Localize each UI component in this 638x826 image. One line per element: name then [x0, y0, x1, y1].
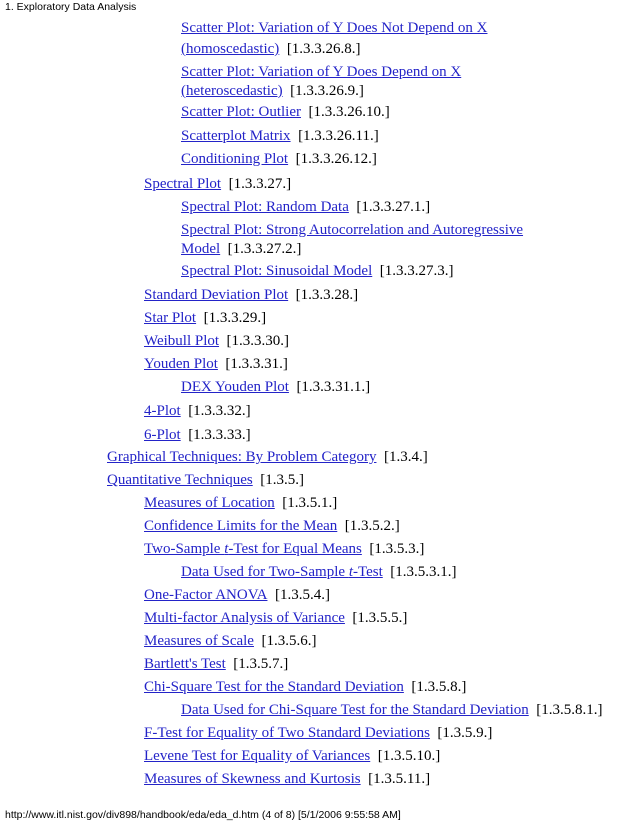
toc-entry-section-ref: [1.3.3.29.]: [196, 310, 267, 326]
toc-entry-link[interactable]: [144, 679, 404, 695]
toc-entry-link[interactable]: [107, 449, 376, 465]
toc-entry-link[interactable]: [144, 403, 181, 419]
toc-entry-link[interactable]: [144, 656, 226, 672]
toc-entry-section-ref: [1.3.5.9.]: [429, 725, 493, 741]
toc-entry-link[interactable]: [181, 104, 301, 120]
toc-entry-link-text: -Test: [352, 564, 383, 580]
toc-entry-link-text: t: [348, 564, 353, 580]
toc-entry-link-text: Quantitative Techniques: [107, 472, 253, 488]
toc-entry-link-text: t: [224, 541, 229, 557]
toc-entry-section-ref: [1.3.3.31.1.]: [288, 379, 371, 395]
toc-entry-link[interactable]: [181, 222, 523, 238]
toc-entry-link-text: Data Used for Chi-Square Test for the Standard Deviation: [181, 702, 529, 718]
toc-entry-link[interactable]: [181, 151, 288, 167]
toc-entry-section-ref: [1.3.5.6.]: [253, 633, 317, 649]
toc-entry-section-ref: [1.3.3.28.]: [288, 287, 359, 303]
toc-entry-section-ref: [1.3.3.33.]: [180, 427, 251, 443]
toc-entry-section-ref: [1.3.5.10.]: [370, 748, 441, 764]
toc-entry-link-text: Measures of Skewness and Kurtosis: [144, 771, 361, 787]
toc-entry-link-text: Conditioning Plot: [181, 151, 289, 167]
toc-entry-link[interactable]: [144, 610, 345, 626]
toc-entry-section-ref: [1.3.5.8.1.]: [528, 702, 603, 718]
toc-entry-section-ref: [1.3.3.26.10.]: [300, 104, 390, 120]
toc-entry-link[interactable]: [144, 633, 254, 649]
toc-entry-link[interactable]: [181, 564, 383, 580]
toc-entry-link[interactable]: [181, 64, 461, 80]
toc-entry-link[interactable]: [144, 310, 196, 326]
toc-entry-link-text: Two-Sample: [144, 541, 225, 557]
toc-entry-link[interactable]: [181, 83, 283, 99]
toc-entry-section-ref: [1.3.5.1.]: [274, 495, 338, 511]
toc-entry-link[interactable]: [181, 199, 349, 215]
toc-entry-section-ref: [1.3.3.26.8.]: [279, 41, 361, 57]
toc-entry-section-ref: [1.3.3.26.11.]: [290, 128, 379, 144]
toc-entry-link[interactable]: [181, 241, 220, 257]
toc-entry-link-text: F-Test for Equality of Two Standard Deviations: [144, 725, 430, 741]
toc-entry-link-text: Star Plot: [144, 310, 197, 326]
toc-entry-link[interactable]: [181, 263, 372, 279]
toc-entry-link[interactable]: [144, 176, 221, 192]
toc-entry-link[interactable]: [181, 128, 291, 144]
toc-entry-link-text: Scatter Plot: Variation of Y Does Depend on X: [181, 64, 462, 80]
toc-entry-section-ref: [1.3.5.3.1.]: [382, 564, 457, 580]
toc-entry-link-text: Standard Deviation Plot: [144, 287, 289, 303]
toc-entry-link-text: -Test for Equal Means: [228, 541, 362, 557]
toc-entry-link-text: Spectral Plot: Strong Autocorrelation and Autoregressive: [181, 222, 524, 238]
toc-entry-link-text: Scatter Plot: Outlier: [181, 104, 301, 120]
toc-entry-link-text: Data Used for Two-Sample: [181, 564, 349, 580]
toc-entry-link-text: One-Factor ANOVA: [144, 587, 268, 603]
toc-entry-link-text: Model: [181, 241, 221, 257]
toc-entry-link-text: Scatter Plot: Variation of Y Does Not Depend on X: [181, 20, 488, 36]
toc-entry-link-text: Spectral Plot: Random Data: [181, 199, 349, 215]
toc-entry-link-text: Scatterplot Matrix: [181, 128, 291, 144]
toc-entry-link[interactable]: [181, 20, 487, 36]
toc-entry-link-text: Confidence Limits for the Mean: [144, 518, 338, 534]
toc-entry-section-ref: [1.3.3.27.2.]: [220, 241, 302, 257]
toc-entry-section-ref: [1.3.5.11.]: [360, 771, 431, 787]
toc-entry-section-ref: [1.3.5.8.]: [403, 679, 467, 695]
toc-entry-link-text: (homoscedastic): [181, 41, 280, 57]
toc-entry-section-ref: [1.3.3.27.]: [221, 176, 292, 192]
toc-entry-section-ref: [1.3.5.7.]: [225, 656, 289, 672]
toc-entry-link-text: 4-Plot: [144, 403, 181, 419]
toc-entry-link[interactable]: [144, 725, 430, 741]
toc-entry-link-text: Spectral Plot: Sinusoidal Model: [181, 263, 373, 279]
toc-entry-link-text: Spectral Plot: [144, 176, 222, 192]
toc-entry-link-text: 6-Plot: [144, 427, 181, 443]
toc-entry-link[interactable]: [181, 702, 529, 718]
toc-entry-link[interactable]: [107, 472, 253, 488]
toc-entry-link-text: Bartlett's Test: [144, 656, 226, 672]
toc-entry-section-ref: [1.3.3.30.]: [219, 333, 290, 349]
toc-entry-section-ref: [1.3.3.26.9.]: [282, 83, 364, 99]
toc-entry-link-text: Measures of Scale: [144, 633, 254, 649]
toc-entry-link[interactable]: [144, 518, 337, 534]
page-footer-url: http://www.itl.nist.gov/div898/handbook/eda/eda_d.htm (4 of 8) [5/1/2006 9:55:58 AM]: [5, 809, 401, 821]
toc-entry-link[interactable]: [144, 427, 181, 443]
toc-entry-section-ref: [1.3.5.5.]: [344, 610, 408, 626]
toc-entry-link-text: Youden Plot: [144, 356, 218, 372]
toc-entry-link[interactable]: [181, 379, 289, 395]
running-header: 1. Exploratory Data Analysis: [5, 1, 137, 13]
toc-entry-link[interactable]: [144, 333, 219, 349]
toc-entry-link-text: (heteroscedastic): [181, 83, 283, 99]
toc-entry-section-ref: [1.3.3.31.]: [217, 356, 288, 372]
toc-entry-link[interactable]: [181, 41, 279, 57]
toc-entry-link[interactable]: [144, 748, 370, 764]
toc-entry-section-ref: [1.3.3.26.12.]: [288, 151, 377, 167]
toc-entry-section-ref: [1.3.5.2.]: [337, 518, 400, 534]
toc-entry-section-ref: [1.3.4.]: [376, 449, 428, 465]
toc-entry-section-ref: [1.3.3.27.3.]: [372, 263, 454, 279]
toc-entry-link[interactable]: [144, 287, 288, 303]
toc-entry-link[interactable]: [144, 356, 218, 372]
toc-entry-link-text: Levene Test for Equality of Variances: [144, 748, 371, 764]
toc-entry-link[interactable]: [144, 495, 275, 511]
toc-entry-link-text: Graphical Techniques: By Problem Category: [107, 449, 377, 465]
toc-entry-link[interactable]: [144, 587, 267, 603]
toc-entry-link[interactable]: [144, 541, 362, 557]
toc-entry-link-text: DEX Youden Plot: [181, 379, 289, 395]
toc-entry-link-text: Measures of Location: [144, 495, 275, 511]
toc-entry-section-ref: [1.3.3.32.]: [180, 403, 251, 419]
toc-entry-link-text: Multi-factor Analysis of Variance: [144, 610, 345, 626]
toc-entry-section-ref: [1.3.5.3.]: [361, 541, 425, 557]
toc-entry-link-text: Weibull Plot: [144, 333, 220, 349]
toc-entry-section-ref: [1.3.5.4.]: [267, 587, 330, 603]
toc-entry-link[interactable]: [144, 771, 361, 787]
toc-entry-section-ref: [1.3.5.]: [252, 472, 304, 488]
toc-entry-link-text: Chi-Square Test for the Standard Deviation: [144, 679, 404, 695]
toc-entry-section-ref: [1.3.3.27.1.]: [348, 199, 431, 215]
